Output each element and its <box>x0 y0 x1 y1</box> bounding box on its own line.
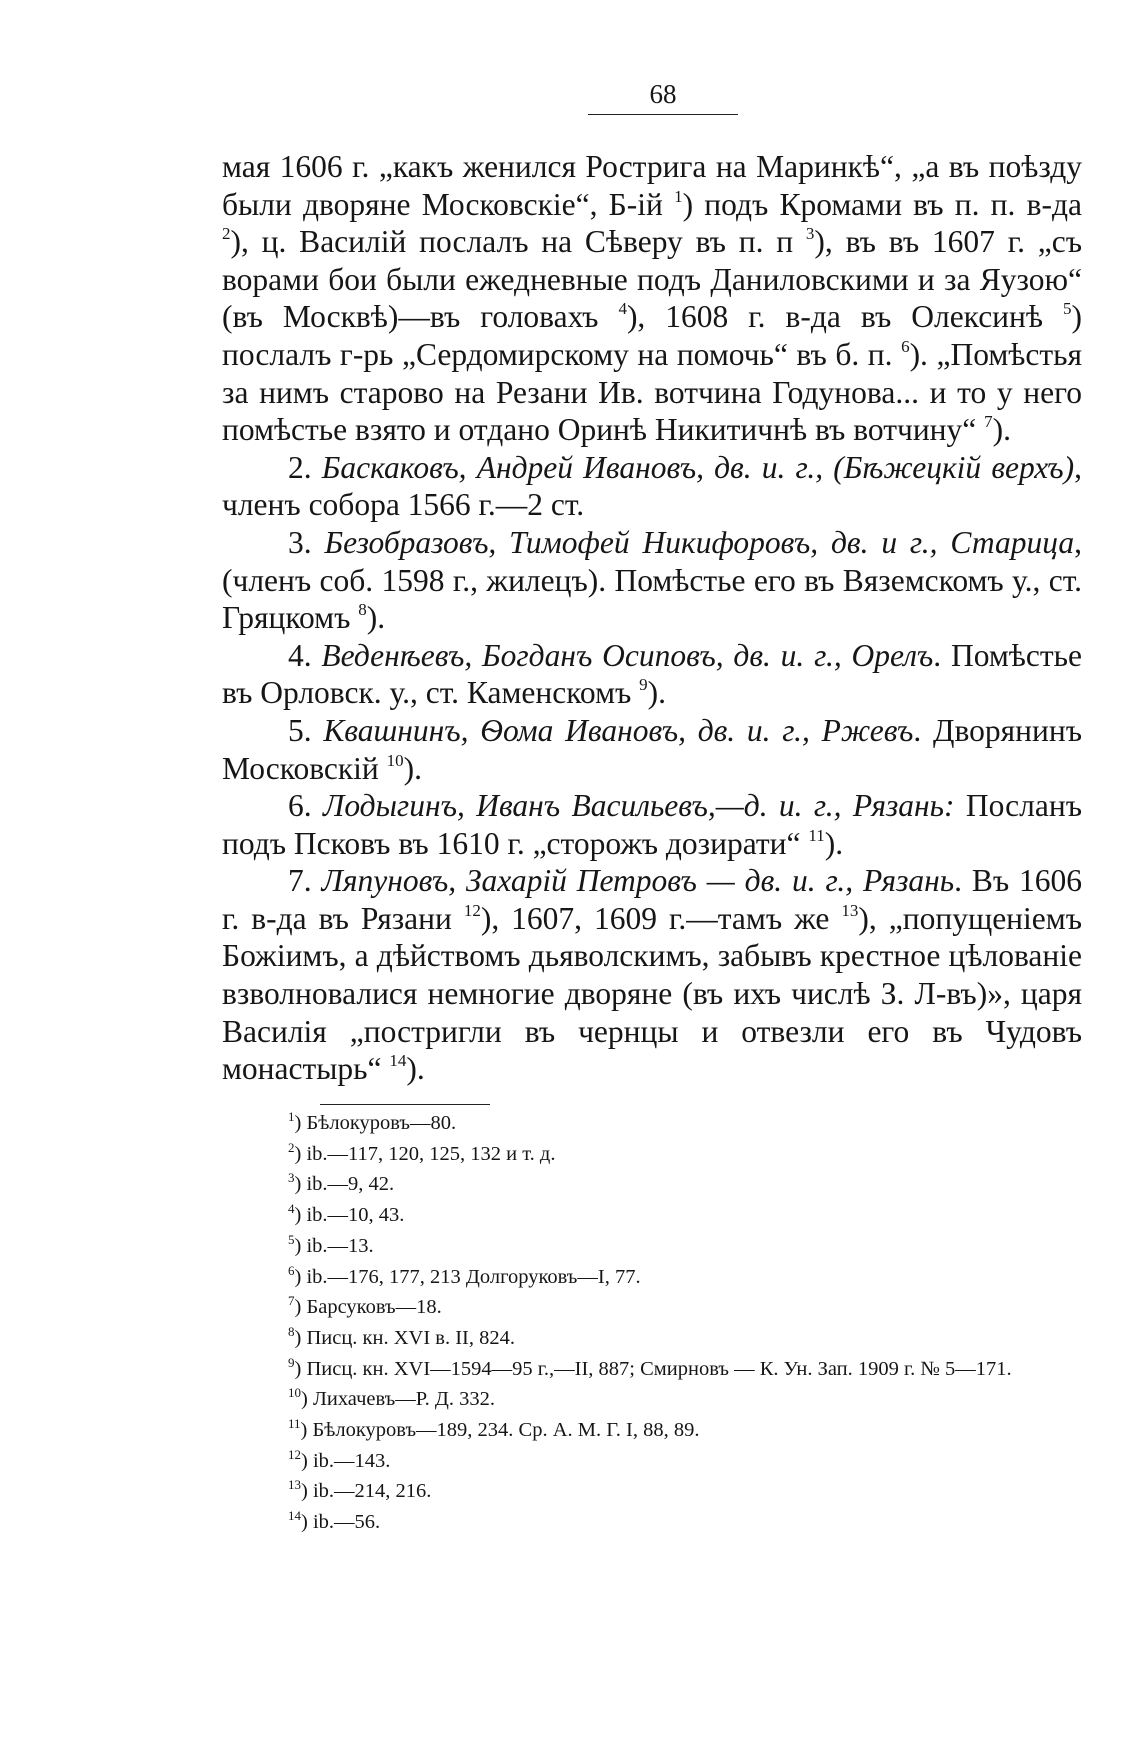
footnote-text: ) ib.—117, 120, 125, 132 и т. д. <box>294 1142 556 1165</box>
footnote-text: ) Писц. кн. XVI—1594—95 г.,—II, 887; Смирновъ — К. Ун. Зап. 1909 г. № 5—171. <box>294 1357 1012 1380</box>
continued-paragraph <box>222 148 1082 449</box>
footnote-text: ) ib.—13. <box>294 1234 374 1257</box>
footnote-ref: 1 <box>674 186 683 206</box>
footnote-ref: 7 <box>984 412 993 432</box>
footnote-ref: 8 <box>358 600 367 620</box>
entry-paragraph <box>222 637 1082 712</box>
footnote <box>222 1292 1082 1323</box>
entry-heading: Баскаковъ, Андрей Ивановъ, дв. и. г., (Бѣжецкій верхъ) <box>321 449 1075 485</box>
footnote-number: 1 <box>288 1109 295 1124</box>
footnote-text: ) ib.—10, 43. <box>294 1204 405 1227</box>
entry-heading: Квашнинъ, Ѳома Ивановъ, дв. и. г., Ржевъ <box>323 712 914 748</box>
footnote-number: 2 <box>288 1139 295 1155</box>
footnote-text: ) Бѣлокуровъ—189, 234. Ср. А. М. Г. I, 88, 89. <box>300 1419 700 1442</box>
text-run: ). <box>406 1051 425 1087</box>
text-run: мая 1606 г. „какъ женился Ростригa на Маринкѣ“, „а въ поѣзду были дворяне Московскіе“, Б-ій <box>222 149 1082 222</box>
footnote-text: ) ib.—176, 177, 213 Долгоруковъ—I, 77. <box>294 1265 641 1288</box>
footnote-number: 7 <box>288 1293 295 1309</box>
footnote <box>222 1446 1082 1477</box>
footnote <box>222 1507 1082 1538</box>
footnote <box>222 1169 1082 1200</box>
footnote-text: ) ib.—9, 42. <box>294 1173 395 1196</box>
footnote-number: 14 <box>288 1508 301 1524</box>
text-run: 3. <box>288 524 325 560</box>
footnote <box>222 1139 1082 1170</box>
footnote-text: ) Бѣлокуровъ—80. <box>294 1112 457 1134</box>
footnote-number: 10 <box>288 1385 301 1401</box>
footnote-number: 11 <box>288 1416 301 1432</box>
footnote-text: ) ib.—56. <box>301 1511 381 1534</box>
text-run: ), „попущеніемъ Божіимъ, а дѣйствомъ дьяволскимъ, забывъ крестное цѣлованіе взволновалися немногие дворяне (въ ихъ числѣ З. Л-въ)», царя Василія „постригли въ чернцы и отвезли его въ Чудовъ монастырь“ <box>222 900 1082 1087</box>
footnote-number: 4 <box>288 1201 295 1217</box>
text-run: , (членъ соб. 1598 г., жилецъ). Помѣстье его въ Вяземскомъ у., ст. Гряцкомъ <box>222 524 1083 636</box>
main-text <box>222 148 1082 1088</box>
footnote <box>222 1323 1082 1354</box>
text-run: ). <box>992 412 1012 448</box>
text-run: ), 1608 г. в-да въ Олексинѣ <box>626 299 1063 335</box>
footnote-ref: 10 <box>386 750 404 770</box>
footnote-text: ) Писц. кн. XVI в. II, 824. <box>294 1326 515 1349</box>
text-run: 4. <box>288 637 322 673</box>
footnote-ref: 2 <box>222 224 231 244</box>
text-run: ). <box>647 675 667 711</box>
page-number: 68 <box>649 79 677 109</box>
footnote-number: 3 <box>288 1170 295 1186</box>
entry-paragraph <box>222 712 1082 787</box>
text-run: . Дворянинъ Московскій <box>222 712 1083 786</box>
footnote-text: ) ib.—214, 216. <box>301 1480 432 1503</box>
footnote-number: 9 <box>288 1354 295 1370</box>
footnote-number: 13 <box>288 1477 301 1493</box>
entry-paragraph <box>222 787 1082 862</box>
text-run: ) подъ Кромами въ п. п. в-да <box>682 186 1082 222</box>
footnote-ref: 5 <box>1063 299 1072 319</box>
footnote <box>222 1262 1082 1293</box>
footnote-ref: 9 <box>639 675 648 695</box>
text-run: ). <box>366 600 386 636</box>
footnote-number: 8 <box>288 1323 295 1339</box>
footnote-number: 12 <box>288 1446 301 1462</box>
footnote-rule <box>320 1104 490 1105</box>
footnote-ref: 3 <box>805 224 815 244</box>
text-run: 2. <box>288 449 322 485</box>
footnote <box>222 1231 1082 1262</box>
footnote-ref: 12 <box>463 900 481 920</box>
text-run: 5. <box>288 712 324 748</box>
footnote-text: ) Барсуковъ—18. <box>294 1296 442 1319</box>
entry-paragraph <box>222 524 1082 637</box>
text-run: ). <box>403 750 423 786</box>
text-run: ). „Помѣстья за нимъ старово на Резани Ив. вотчина Годунова... и то у него помѣстье взято и отдано Оринѣ Никитичнѣ въ вотчину“ <box>222 336 1082 448</box>
footnote <box>222 1384 1082 1415</box>
footnote-number: 6 <box>288 1262 295 1278</box>
text-run: 6. <box>288 788 323 824</box>
text-run: ) послалъ г-рь „Сердомирскому на помочь“ въ б. п. <box>222 299 1082 372</box>
footnote <box>222 1476 1082 1507</box>
footnote <box>222 1354 1082 1385</box>
text-run: ), ц. Василій послалъ на Сѣверу въ п. п <box>230 224 806 260</box>
entry-paragraph <box>222 449 1082 524</box>
footnote <box>222 1200 1082 1231</box>
entry-heading: Ляпуновъ, Захарій Петровъ — дв. и. г., Рязань <box>321 863 955 899</box>
footnote-ref: 13 <box>841 900 859 920</box>
text-run: . Въ 1606 г. в-да въ Рязани <box>222 863 1082 936</box>
footnote-text: ) Лихачевъ—Р. Д. 332. <box>301 1388 495 1411</box>
footnote-text: ) ib.—143. <box>301 1449 391 1472</box>
text-run: Посланъ подъ Псковъ въ 1610 г. „сторожъ дозирати“ <box>222 788 1082 861</box>
text-run: ), въ въ 1607 г. „съ ворами бои были ежедневные подъ Даниловскими и за Яузою“ (въ Москвѣ)—въ головахъ <box>222 224 1082 335</box>
footnotes <box>222 1108 1082 1538</box>
text-run: ), 1607, 1609 г.—тамъ же <box>480 900 842 936</box>
entry-heading: Лодыгинъ, Иванъ Васильевъ,—д. и. г., Рязань: <box>323 788 955 824</box>
text-run: . Помѣстье въ Орловск. у., ст. Каменскомъ <box>222 637 1082 711</box>
text-run: , членъ собора 1566 г.—2 ст. <box>222 449 1083 523</box>
text-run: 7. <box>288 863 322 899</box>
footnote-ref: 4 <box>618 299 627 319</box>
footnote-ref: 6 <box>901 336 910 356</box>
footnote <box>222 1108 1082 1139</box>
entry-heading: Безобразовъ, Тимофей Никифоровъ, дв. и г., Старица <box>324 524 1075 560</box>
entry-heading: Веденѣевъ, Богданъ Осиповъ, дв. и. г., Орелъ <box>321 637 934 673</box>
footnote-ref: 14 <box>389 1051 407 1071</box>
text-run: ). <box>824 825 844 861</box>
header-rule <box>588 114 738 115</box>
entry-paragraph <box>222 862 1082 1088</box>
footnote-number: 5 <box>288 1231 295 1247</box>
footnote <box>222 1415 1082 1446</box>
footnote-ref: 11 <box>808 825 825 845</box>
